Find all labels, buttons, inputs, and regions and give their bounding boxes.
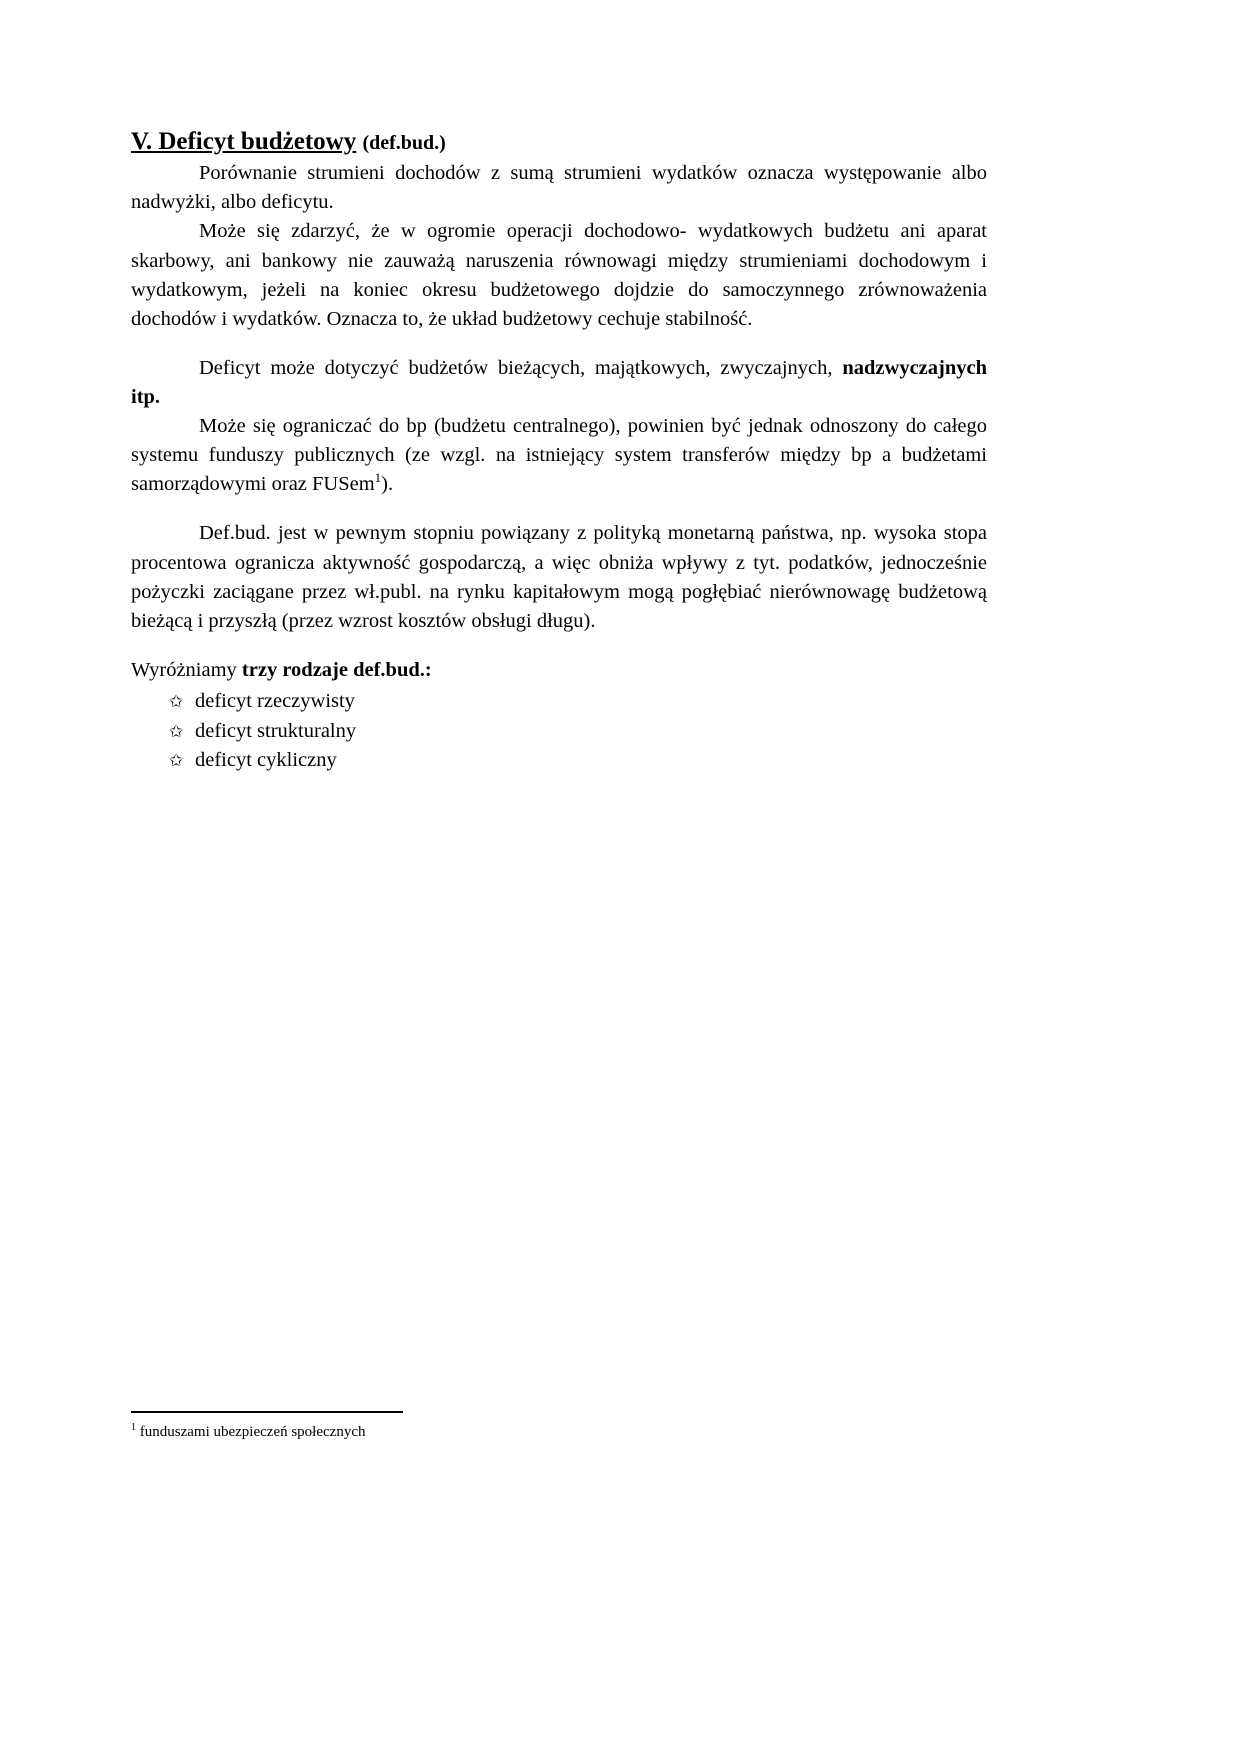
paragraph-3 — [131, 354, 987, 412]
list-item-label: deficyt cykliczny — [195, 749, 337, 772]
footnote-separator — [131, 1411, 403, 1413]
footnote-area — [131, 1411, 987, 1443]
list-item — [169, 717, 987, 747]
list-intro-bold: trzy rodzaje def.bud.: — [241, 658, 432, 681]
star-icon: ✩ — [169, 721, 184, 741]
paragraph-1: Porównanie strumieni dochodów z sumą strumieni wydatków oznacza występowanie albo nadwyżki, albo deficytu. — [131, 162, 987, 214]
footnote — [131, 1423, 987, 1443]
paragraph-5: Def.bud. jest w pewnym stopniu powiązany z polityką monetarną państwa, np. wysoka stopa procentowa ogranicza aktywność gospodarczą, a więc obniża wpływy z tyt. podatków, jednocześnie pożyczki zaciągane przez wł.publ. na rynku kapitałowym mogą pogłębiać nierównowagę budżetową bieżącą i przyszłą (przez wzrost kosztów obsługi długu). — [131, 522, 987, 632]
paragraph-3-text: Deficyt może dotyczyć budżetów bieżących, majątkowych, zwyczajnych, — [199, 356, 843, 379]
paragraph-4 — [131, 412, 987, 499]
list-item — [169, 687, 987, 717]
list-intro — [131, 656, 987, 685]
page-title — [131, 126, 987, 157]
paragraph-3-bold-tail: nadzwyczajnych itp. — [131, 356, 987, 409]
page-title-main: V. Deficyt budżetowy — [131, 128, 357, 155]
paragraph-4-tail: ). — [381, 473, 394, 496]
list-item — [169, 746, 987, 776]
paragraph-2: Może się zdarzyć, że w ogromie operacji dochodowo- wydatkowych budżetu ani aparat skarbowy, ani bankowy nie zauważą naruszenia równowagi między strumieniami dochodowym i wydatkowym, jeżeli na koniec okresu budżetowego dojdzie do samoczynnego zrównoważenia dochodów i wydatków. Oznacza to, że układ budżetowy cechuje stabilność. — [131, 220, 987, 330]
list-item-label: deficyt rzeczywisty — [195, 690, 355, 712]
list-intro-lead: Wyróżniamy — [131, 658, 242, 681]
page-title-note: (def.bud.) — [362, 132, 446, 154]
list-item-label: deficyt strukturalny — [195, 719, 357, 742]
deficit-types-list — [131, 687, 987, 776]
paragraph-4-text: Może się ograniczać do bp (budżetu centralnego), powinien być jednak odnoszony do całego systemu funduszy publicznych (ze wzgl. na istniejący system transferów między bp a budżetami samorządowymi oraz FUSem — [131, 415, 987, 496]
star-icon: ✩ — [169, 692, 184, 711]
star-icon: ✩ — [169, 751, 184, 771]
footnote-label: funduszami ubezpieczeń społecznych — [136, 1424, 366, 1440]
footnote-reference: 1 — [374, 470, 382, 486]
document-body — [131, 126, 987, 776]
footnote-marker: 1 — [131, 1422, 136, 1433]
